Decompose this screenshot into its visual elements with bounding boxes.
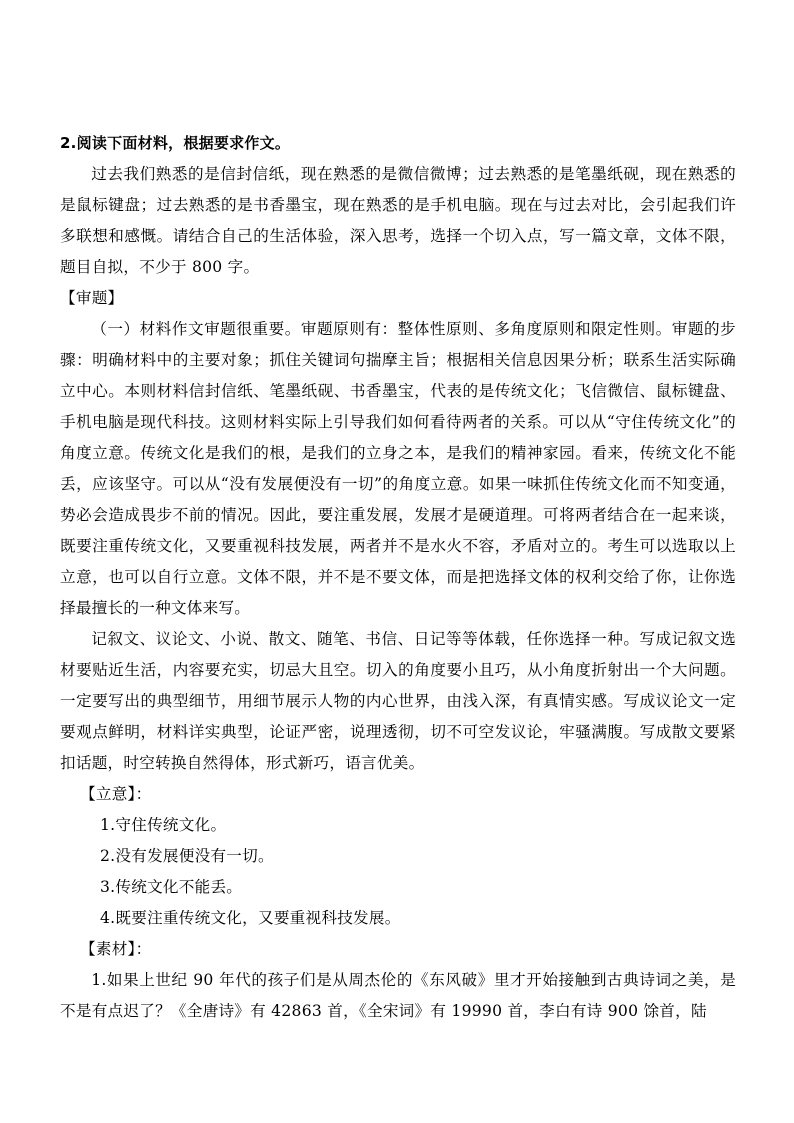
- theme-item-3: 3.传统文化不能丢。: [100, 878, 243, 896]
- document-body: [60, 128, 736, 1027]
- review-paragraph-2: 记叙文、议论文、小说、散文、随笔、书信、日记等等体载，任你选择一种。写成记叙文选材要贴近生活，内容要充实，切忌大且空。切入的角度要小且巧，从小角度折射出一个大问题。一定要写出的典型细节，用细节展示人物的内心世界，由浅入深，有真情实感。写成议论文一定要观点鲜明，材料详实典型，论证严密，说理透彻，切不可空发议论，牢骚满腹。写成散文要紧扣话题，时空转换自然得体，形式新巧，语言优美。: [60, 630, 736, 772]
- prompt-paragraph: 过去我们熟悉的是信封信纸，现在熟悉的是微信微博；过去熟悉的是笔墨纸砚，现在熟悉的是鼠标键盘；过去熟悉的是书香墨宝，现在熟悉的是手机电脑。现在与过去对比，会引起我们许多联想和感慨。请结合自己的生活体验，深入思考，选择一个切入点，写一篇文章，文体不限，题目自拟，不少于 800 字。: [60, 165, 736, 276]
- material-heading: 【素材】：: [80, 940, 152, 958]
- theme-item-1: 1.守住传统文化。: [100, 816, 227, 834]
- theme-item-2: 2.没有发展便没有一切。: [100, 847, 274, 865]
- theme-item-4: 4.既要注重传统文化，又要重视科技发展。: [100, 909, 401, 927]
- question-title: 2.阅读下面材料，根据要求作文。: [60, 134, 291, 152]
- material-paragraph-1: 1.如果上世纪 90 年代的孩子们是从周杰伦的《东风破》里才开始接触到古典诗词之美，是不是有点迟了？《全唐诗》有 42863 首，《全宋词》有 19990 首，李白有诗 900 馀首，陆: [60, 971, 736, 1020]
- review-heading: 【审题】: [60, 289, 124, 307]
- theme-heading: 【立意】：: [80, 785, 152, 803]
- review-paragraph-1: （一）材料作文审题很重要。审题原则有：整体性原则、多角度原则和限定性则。审题的步骤：明确材料中的主要对象；抓住关键词句揣摩主旨；根据相关信息因果分析；联系生活实际确立中心。本则材料信封信纸、笔墨纸砚、书香墨宝，代表的是传统文化；飞信微信、鼠标键盘、手机电脑是现代科技。这则材料实际上引导我们如何看待两者的关系。可以从“守住传统文化”的角度立意。传统文化是我们的根，是我们的立身之本，是我们的精神家园。看来，传统文化不能丢，应该坚守。可以从“没有发展便没有一切”的角度立意。如果一味抓住传统文化而不知变通，势必会造成畏步不前的情况。因此，要注重发展，发展才是硬道理。可将两者结合在一起来谈，既要注重传统文化，又要重视科技发展，两者并不是水火不容，矛盾对立的。考生可以选取以上立意，也可以自行立意。文体不限，并不是不要文体，而是把选择文体的权利交给了你，让你选择最擅长的一种文体来写。: [60, 320, 736, 617]
